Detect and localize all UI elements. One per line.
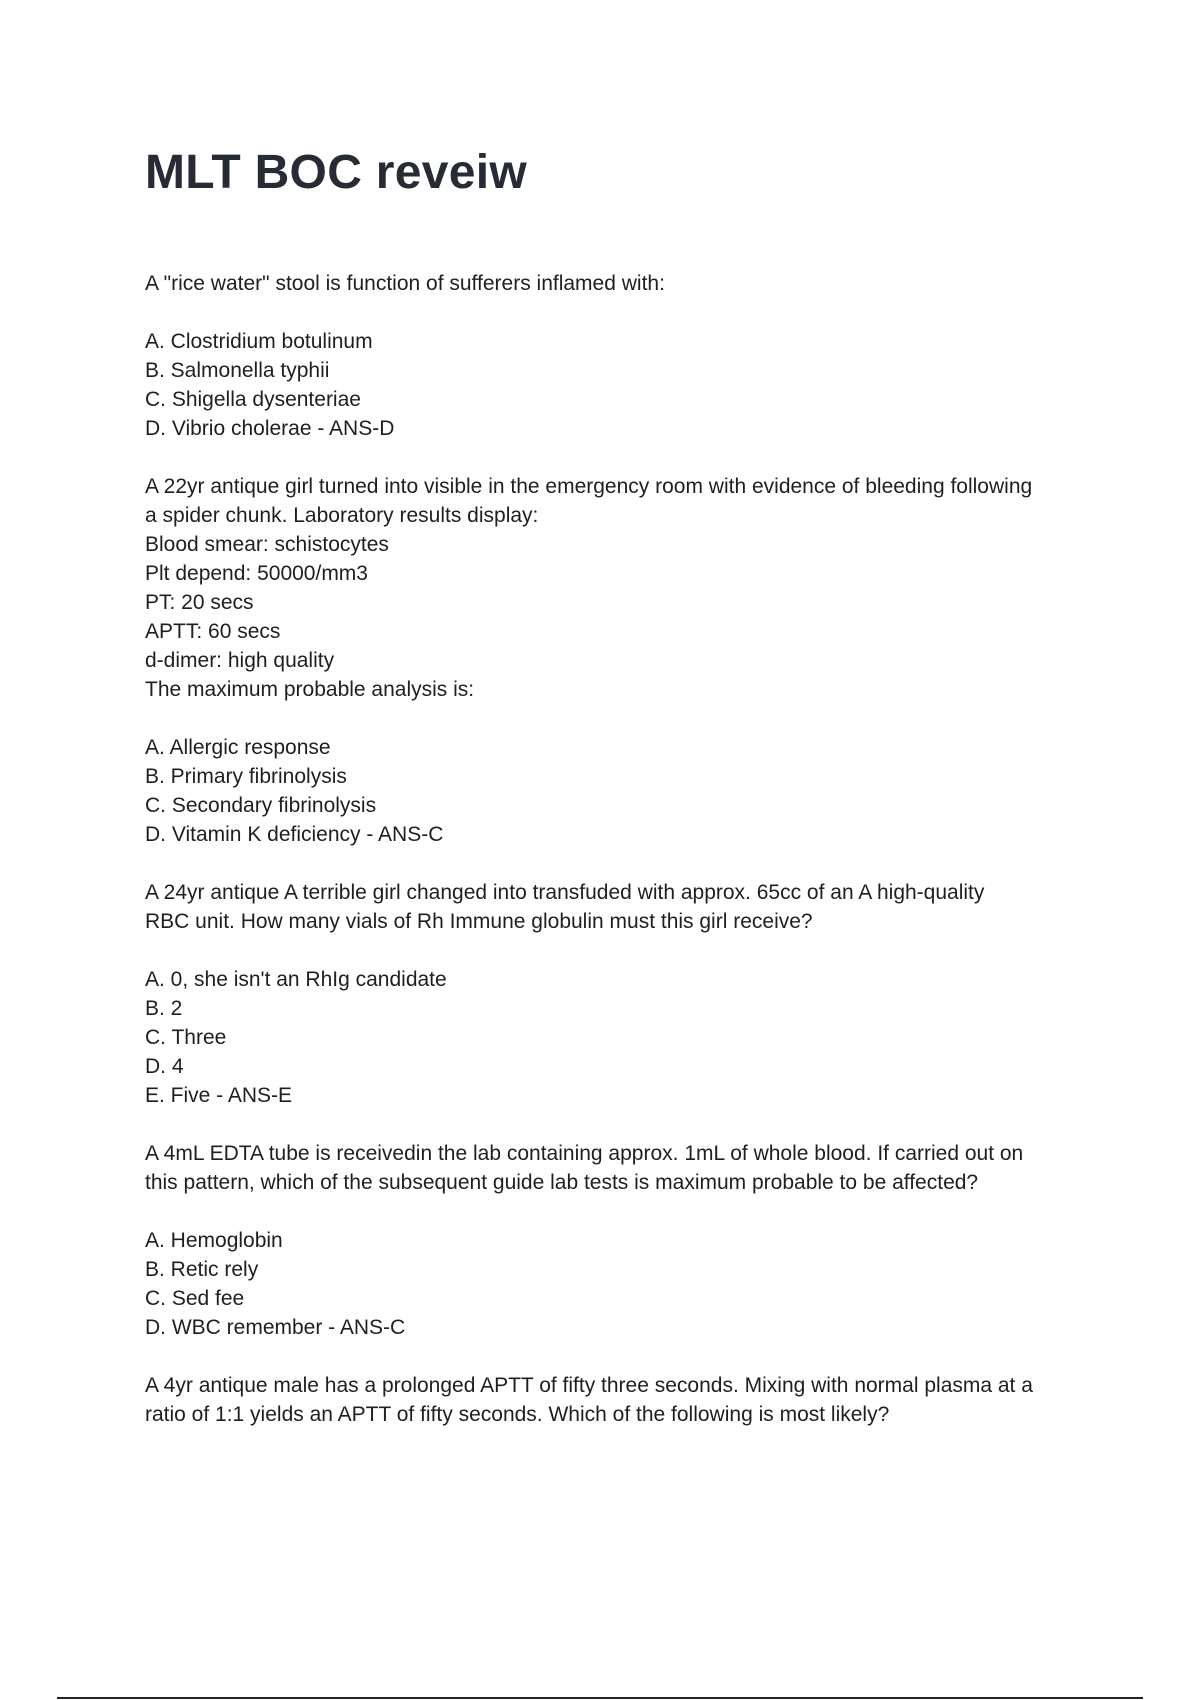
answer-options	[145, 965, 1095, 1110]
question-5	[145, 1371, 1095, 1429]
answer-option: A. Hemoglobin	[145, 1229, 283, 1252]
answer-option: A. 0, she isn't an RhIg candidate	[145, 968, 447, 991]
question-2	[145, 472, 1095, 849]
answer-option: B. Primary fibrinolysis	[145, 765, 347, 788]
question-1	[145, 269, 1095, 443]
answer-option: D. 4	[145, 1055, 184, 1078]
question-stem	[145, 878, 1095, 936]
question-prompt-line: ratio of 1:1 yields an APTT of fifty seconds. Which of the following is most likely?	[145, 1403, 890, 1426]
question-stem	[145, 1371, 1095, 1429]
answer-options	[145, 1226, 1095, 1342]
answer-option: C. Three	[145, 1026, 227, 1049]
question-prompt-line: A "rice water" stool is function of sufferers inflamed with:	[145, 272, 665, 295]
question-prompt-line: The maximum probable analysis is:	[145, 678, 475, 701]
lab-result-pt: PT: 20 secs	[145, 591, 254, 614]
answer-options	[145, 733, 1095, 849]
answer-option: B. Salmonella typhii	[145, 359, 330, 382]
lab-result-blood-smear: Blood smear: schistocytes	[145, 533, 389, 556]
lab-result-aptt: APTT: 60 secs	[145, 620, 281, 643]
question-stem	[145, 1139, 1095, 1197]
answer-option: C. Secondary fibrinolysis	[145, 794, 377, 817]
answer-option-with-key: D. Vibrio cholerae - ANS-D	[145, 417, 395, 440]
answer-option: A. Allergic response	[145, 736, 331, 759]
question-prompt-line: A 4mL EDTA tube is receivedin the lab containing approx. 1mL of whole blood. If carried out on	[145, 1142, 1024, 1165]
question-prompt-line: A 4yr antique male has a prolonged APTT of fifty three seconds. Mixing with normal plasma at a	[145, 1374, 1033, 1397]
lab-result-d-dimer: d-dimer: high quality	[145, 649, 335, 672]
question-prompt-line: a spider chunk. Laboratory results display:	[145, 504, 539, 527]
question-prompt-line: RBC unit. How many vials of Rh Immune globulin must this girl receive?	[145, 910, 813, 933]
answer-option-with-key: D. WBC remember - ANS-C	[145, 1316, 406, 1339]
question-prompt-line: A 24yr antique A terrible girl changed into transfuded with approx. 65cc of an A high-quality	[145, 881, 985, 904]
answer-option: C. Shigella dysenteriae	[145, 388, 361, 411]
question-stem	[145, 269, 1095, 298]
answer-option: A. Clostridium botulinum	[145, 330, 373, 353]
footer-divider	[57, 1697, 1143, 1699]
answer-option: B. Retic rely	[145, 1258, 259, 1281]
question-3	[145, 878, 1095, 1110]
answer-option: B. 2	[145, 997, 183, 1020]
answer-option-with-key: E. Five - ANS-E	[145, 1084, 293, 1107]
answer-option: C. Sed fee	[145, 1287, 245, 1310]
question-4	[145, 1139, 1095, 1342]
answer-option-with-key: D. Vitamin K deficiency - ANS-C	[145, 823, 444, 846]
question-prompt-line: A 22yr antique girl turned into visible in the emergency room with evidence of bleeding following	[145, 475, 1033, 498]
question-stem	[145, 472, 1095, 704]
lab-result-platelet-count: Plt depend: 50000/mm3	[145, 562, 368, 585]
question-list	[145, 269, 1095, 1458]
answer-options	[145, 327, 1095, 443]
page-title: MLT BOC reveiw	[145, 146, 528, 199]
question-prompt-line: this pattern, which of the subsequent guide lab tests is maximum probable to be affected?	[145, 1171, 979, 1194]
